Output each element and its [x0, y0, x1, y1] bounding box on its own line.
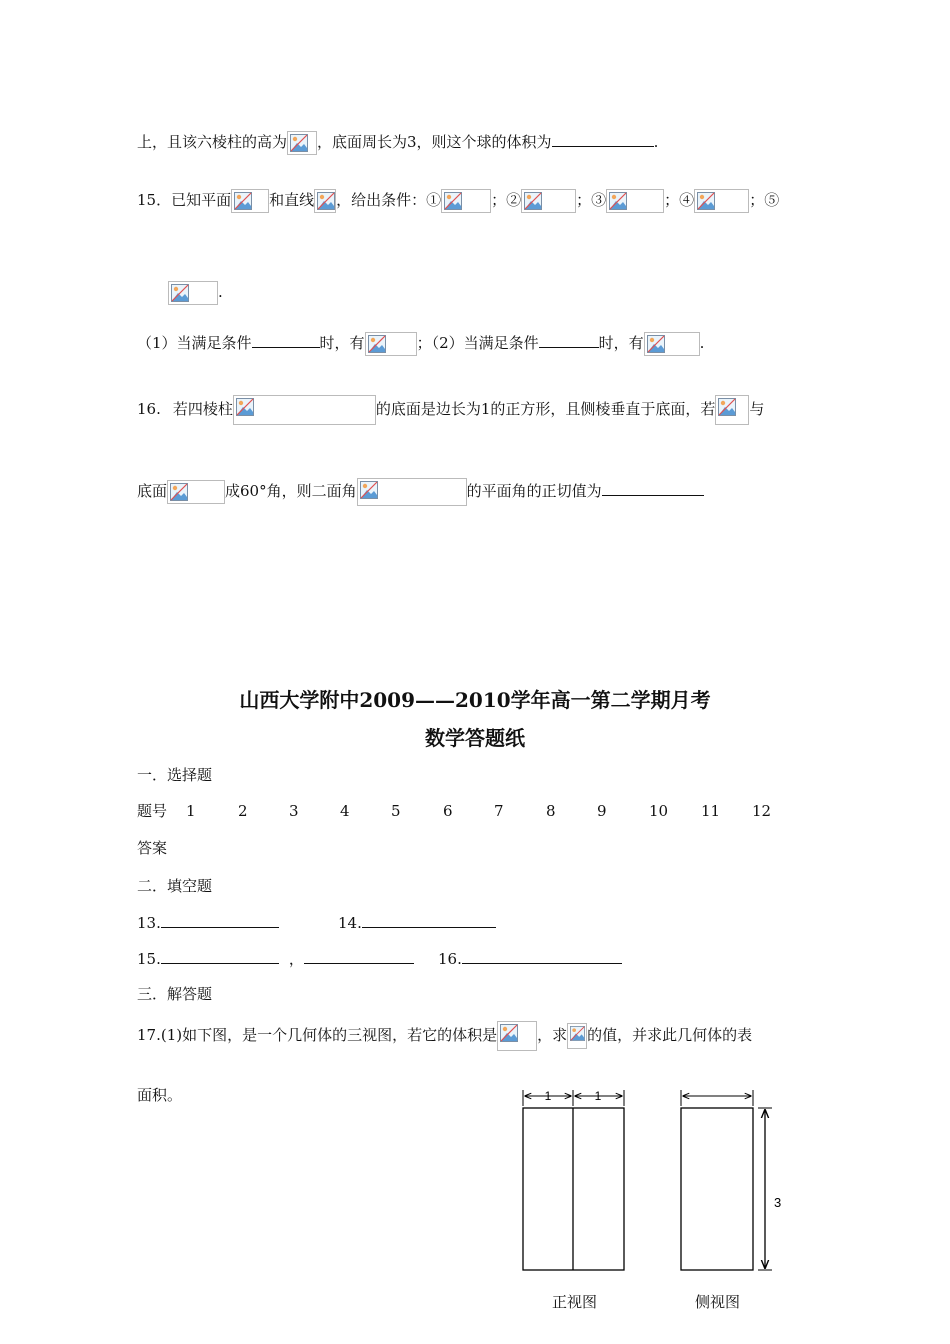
question-number: 7: [494, 802, 504, 820]
formula-image: [497, 1021, 537, 1051]
answer-blank: [161, 948, 279, 964]
question-number: 11: [701, 802, 721, 820]
three-view-figure: [500, 1080, 800, 1320]
section-solve-heading: 三．解答题: [137, 985, 213, 1003]
question-number: 9: [597, 802, 607, 820]
fill-15: 15. ，: [137, 948, 414, 969]
question-number: 6: [443, 802, 453, 820]
section-fill-heading: 二．填空题: [137, 877, 213, 895]
question-15-condition-5: .: [168, 281, 223, 305]
answer-blank: [161, 912, 279, 928]
fill-16: 16.: [438, 948, 622, 969]
question-number: 4: [340, 802, 350, 820]
answer-blank: [552, 131, 654, 147]
fill-13: 13.: [137, 912, 279, 933]
side-height-label: 3: [774, 1195, 782, 1210]
formula-image: [167, 480, 225, 504]
question-number: 12: [752, 802, 772, 820]
answer-blank: [539, 332, 599, 348]
answer-blank: [462, 948, 622, 964]
front-dim-left-label: 1: [544, 1089, 552, 1103]
broken-image-icon: [500, 1024, 518, 1042]
broken-image-icon: [718, 398, 736, 416]
fill-14: 14.: [338, 912, 496, 933]
question-number-label: 题号: [137, 802, 168, 820]
broken-image-icon: [170, 483, 188, 501]
question-15-sub: （1）当满足条件 时，有 ；（2）当满足条件 时，有 .: [137, 332, 704, 356]
answer-blank: [362, 912, 496, 928]
broken-image-icon: [570, 1026, 585, 1041]
question-16-continuation: 底面 成60°角，则二面角 的平面角的正切值为: [137, 478, 704, 506]
formula-image: [715, 395, 749, 425]
broken-image-icon: [697, 192, 715, 210]
formula-image: [233, 395, 376, 425]
question-number: 5: [391, 802, 401, 820]
side-view-rect: [681, 1108, 753, 1270]
formula-image: [314, 189, 336, 213]
question-16: 16. 若四棱柱 的底面是边长为1的正方形，且侧棱垂直于底面，若 与: [137, 395, 764, 425]
answer-blank: [304, 948, 414, 964]
formula-image: [606, 189, 664, 213]
question-number: 2: [238, 802, 248, 820]
formula-image: [694, 189, 749, 213]
answer-blank: [602, 480, 704, 496]
front-view-caption: 正视图: [552, 1293, 598, 1311]
question-number: 10: [649, 802, 669, 820]
question-17: 17.(1)如下图，是一个几何体的三视图，若它的体积是 ，求 的值，并求此几何体的表: [137, 1021, 752, 1051]
broken-image-icon: [368, 335, 386, 353]
broken-image-icon: [171, 284, 189, 302]
question-17-continuation: 面积。: [137, 1086, 183, 1104]
sheet-title: 山西大学附中2009——2010学年高一第二学期月考: [239, 688, 711, 712]
broken-image-icon: [317, 192, 335, 210]
question-15: 15．已知平面 和直线 ，给出条件：① ；② ；③ ；④ ；⑤: [137, 189, 779, 213]
broken-image-icon: [609, 192, 627, 210]
answer-label: 答案: [137, 839, 168, 857]
formula-image: [287, 131, 317, 155]
broken-image-icon: [360, 481, 378, 499]
broken-image-icon: [524, 192, 542, 210]
broken-image-icon: [234, 192, 252, 210]
formula-image: [441, 189, 491, 213]
side-view-caption: 侧视图: [695, 1293, 741, 1311]
broken-image-icon: [647, 335, 665, 353]
answer-blank: [252, 332, 320, 348]
formula-image: [567, 1023, 587, 1049]
q14-continuation: 上，且该六棱柱的高为 ，底面周长为3，则这个球的体积为 .: [137, 131, 658, 155]
question-number: 3: [289, 802, 299, 820]
formula-image: [521, 189, 576, 213]
front-dim-right-label: 1: [594, 1089, 602, 1103]
section-choice-heading: 一．选择题: [137, 766, 213, 784]
formula-image: [231, 189, 269, 213]
formula-image: [357, 478, 467, 506]
broken-image-icon: [236, 398, 254, 416]
question-number: 8: [546, 802, 556, 820]
formula-image: [644, 332, 700, 356]
formula-image: [168, 281, 218, 305]
question-number: 1: [186, 802, 196, 820]
formula-image: [365, 332, 417, 356]
sheet-subtitle: 数学答题纸: [425, 726, 525, 750]
broken-image-icon: [444, 192, 462, 210]
broken-image-icon: [290, 134, 308, 152]
